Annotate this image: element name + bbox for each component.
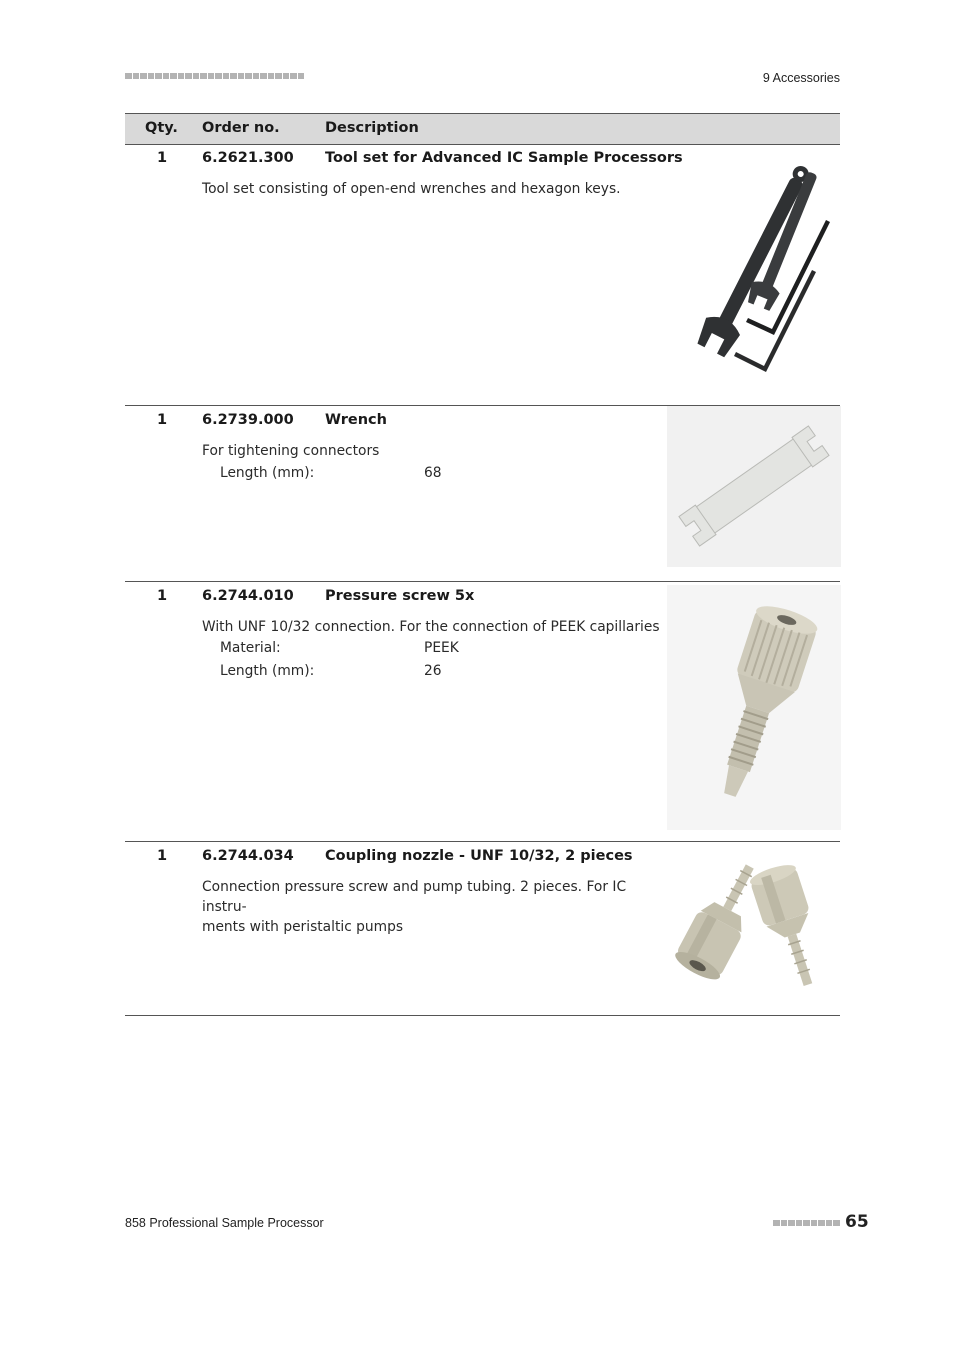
row-order-no: 6.2744.034 bbox=[202, 848, 294, 864]
row-description: With UNF 10/32 connection. For the connection of PEEK capillaries bbox=[202, 619, 660, 635]
spec-value: 26 bbox=[424, 663, 442, 679]
row-title: Pressure screw 5x bbox=[325, 588, 475, 604]
spec-value: PEEK bbox=[424, 640, 459, 656]
row-description: Tool set consisting of open-end wrenches and hexagon keys. bbox=[202, 181, 621, 197]
white-plastic-wrench-photo bbox=[667, 406, 841, 567]
footer-product-title: 858 Professional Sample Processor bbox=[125, 1216, 324, 1230]
spec-label: Length (mm): bbox=[220, 663, 315, 679]
wrench-and-hex-key-set-photo bbox=[668, 150, 838, 378]
header-decoration-bar bbox=[125, 73, 304, 79]
row-title: Coupling nozzle - UNF 10/32, 2 pieces bbox=[325, 848, 633, 864]
row-description: For tightening connectors bbox=[202, 443, 380, 459]
row-qty: 1 bbox=[157, 412, 168, 428]
row-description-line: Connection pressure screw and pump tubing. 2 pieces. For IC instru- bbox=[202, 879, 627, 915]
row-divider bbox=[125, 841, 840, 842]
table-header bbox=[125, 113, 840, 145]
row-description bbox=[202, 877, 662, 937]
pressure-screw-photo bbox=[667, 585, 841, 830]
row-divider bbox=[125, 581, 840, 582]
footer-decoration-bar bbox=[773, 1220, 840, 1226]
coupling-nozzle-pair-photo bbox=[668, 848, 840, 998]
page-number: 65 bbox=[845, 1212, 869, 1232]
row-qty: 1 bbox=[157, 150, 168, 166]
chapter-heading: 9 Accessories bbox=[762, 71, 840, 85]
row-title: Wrench bbox=[325, 412, 387, 428]
spec-label: Material: bbox=[220, 640, 281, 656]
row-description-line: ments with peristaltic pumps bbox=[202, 919, 404, 935]
row-qty: 1 bbox=[157, 588, 168, 604]
column-description: Description bbox=[325, 120, 419, 136]
spec-value: 68 bbox=[424, 465, 442, 481]
row-title: Tool set for Advanced IC Sample Processors bbox=[325, 150, 683, 166]
row-order-no: 6.2739.000 bbox=[202, 412, 294, 428]
row-order-no: 6.2621.300 bbox=[202, 150, 294, 166]
table-bottom-rule bbox=[125, 1015, 840, 1016]
column-order-no: Order no. bbox=[202, 120, 280, 136]
column-qty: Qty. bbox=[145, 120, 178, 136]
row-order-no: 6.2744.010 bbox=[202, 588, 294, 604]
row-qty: 1 bbox=[157, 848, 168, 864]
spec-label: Length (mm): bbox=[220, 465, 315, 481]
